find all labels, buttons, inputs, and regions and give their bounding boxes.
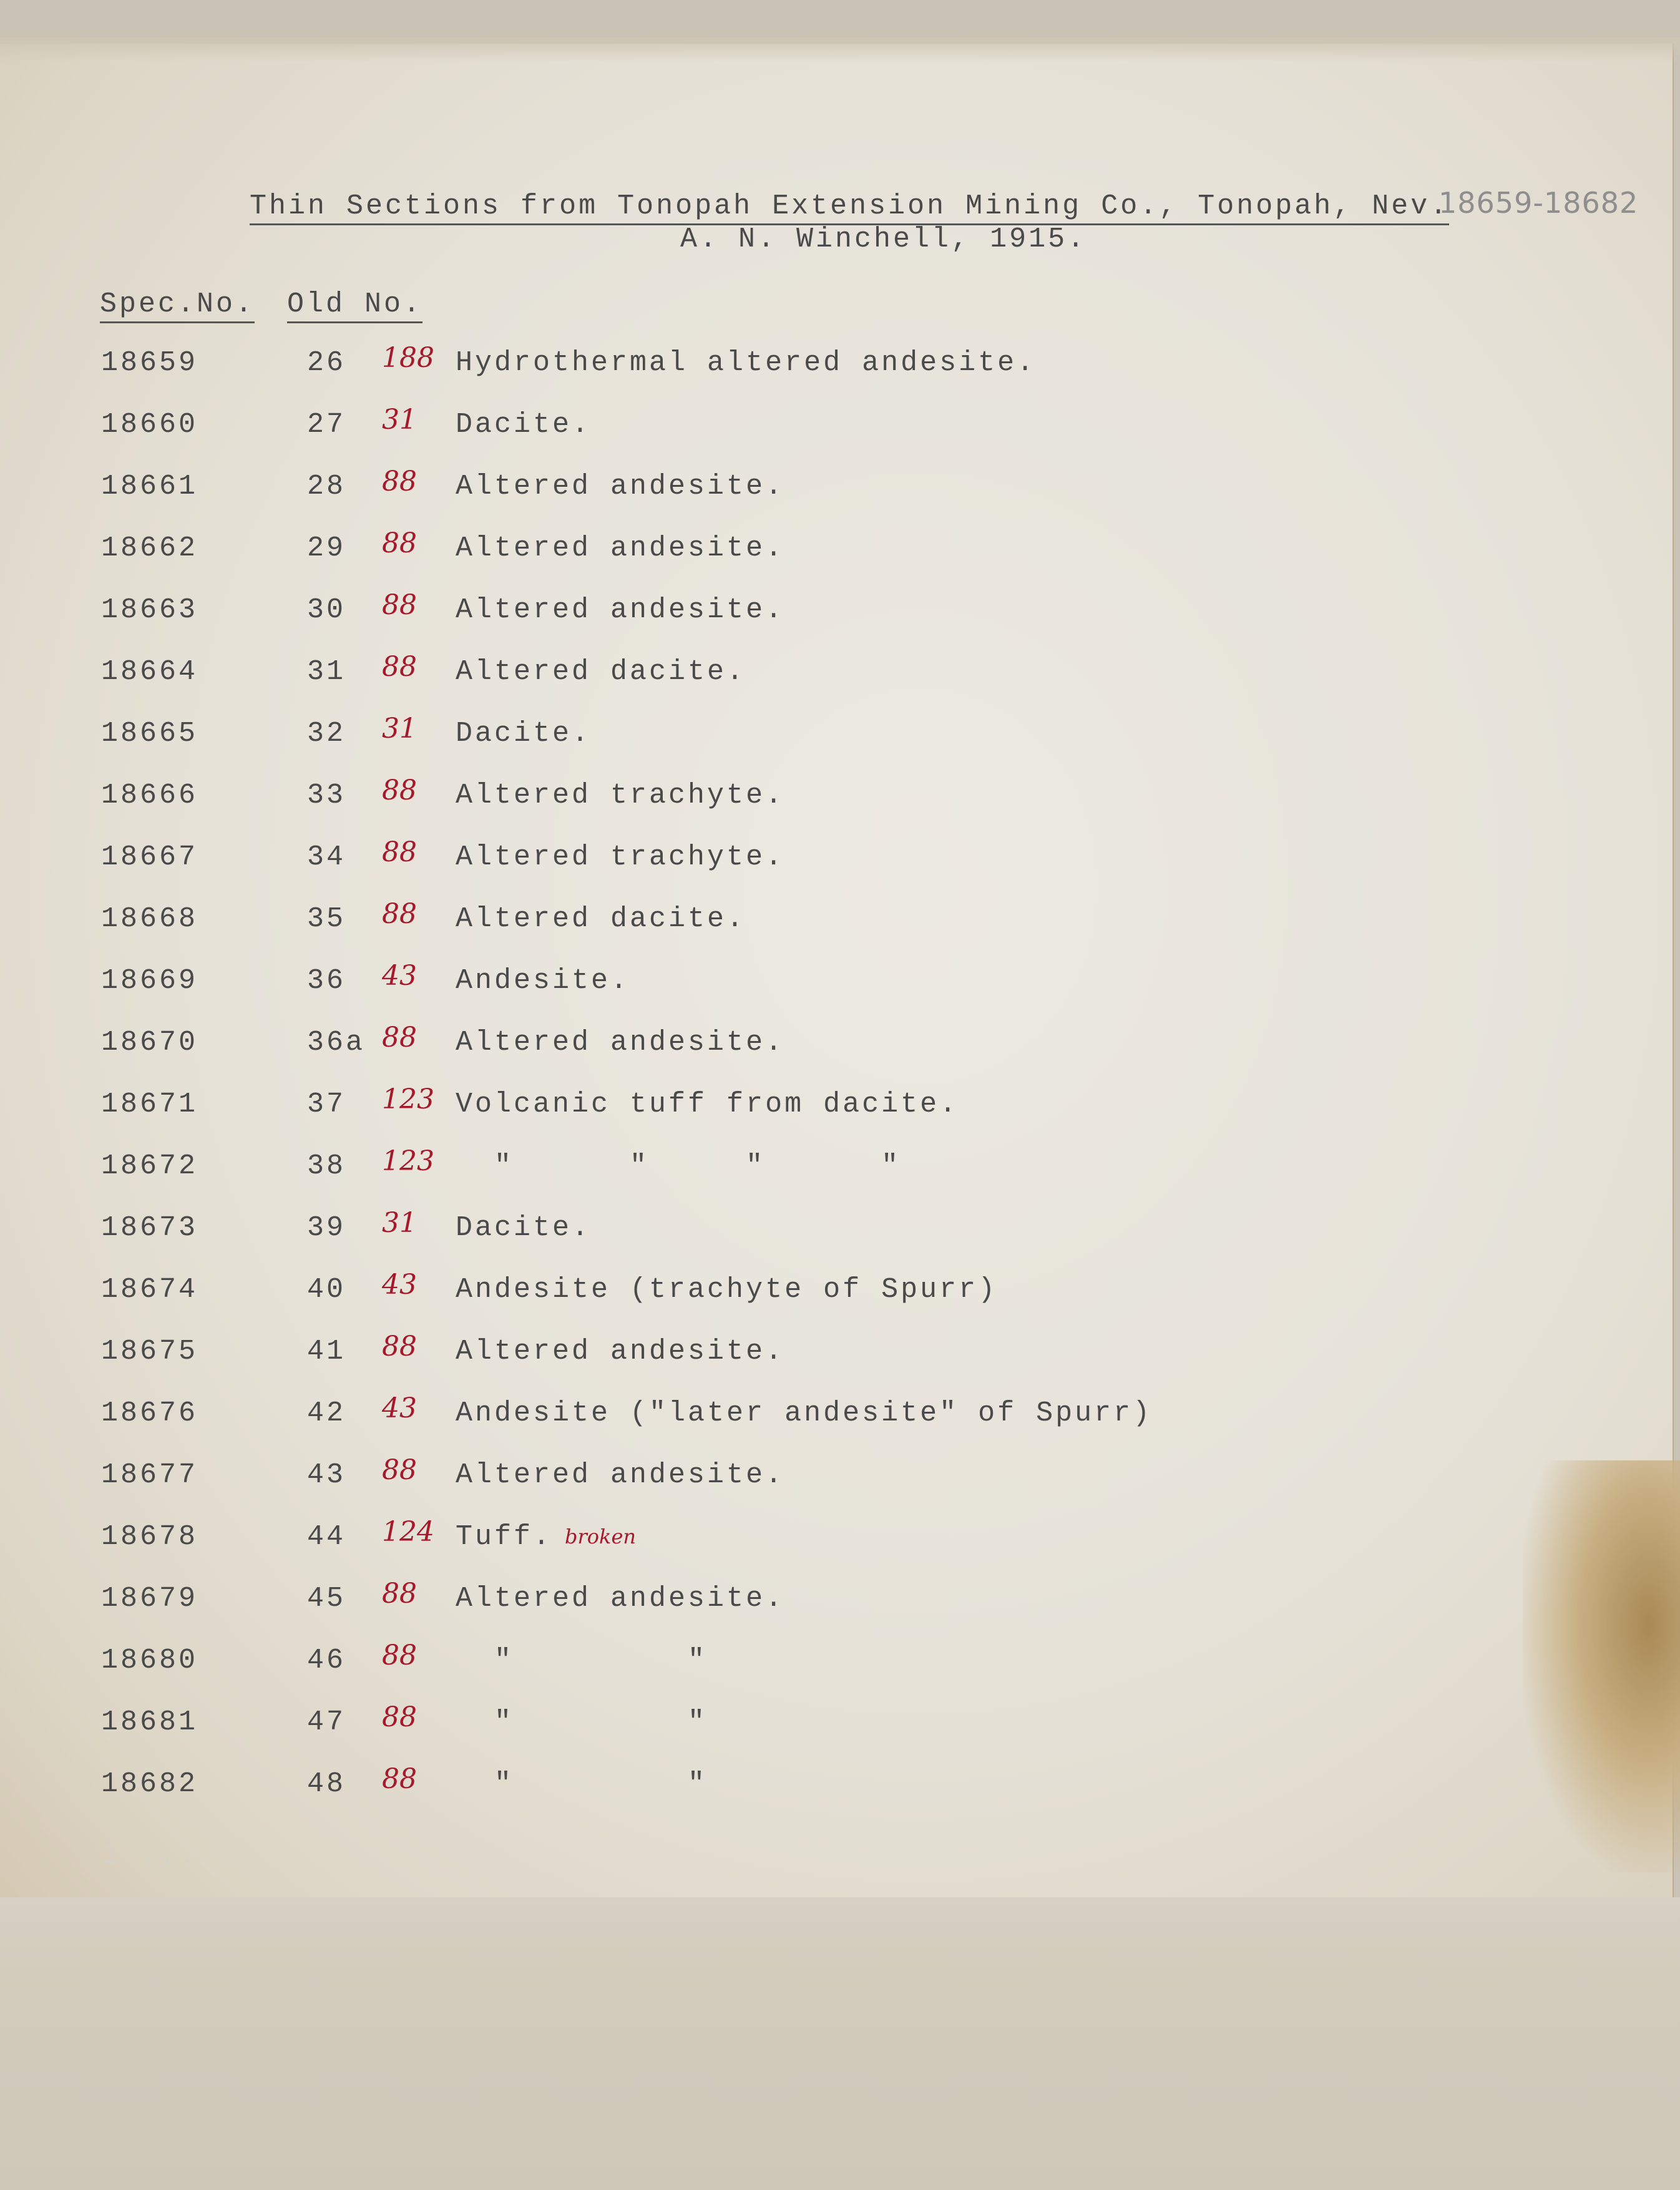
handwritten-number: 88 xyxy=(382,1578,417,1610)
old-number: 34 xyxy=(307,841,346,873)
old-number: 30 xyxy=(307,594,346,626)
handwritten-number: 123 xyxy=(382,1083,434,1115)
description: Altered trachyte. xyxy=(456,841,785,873)
description: " " xyxy=(456,1645,708,1676)
old-number: 38 xyxy=(307,1150,346,1182)
specimen-list xyxy=(0,342,1498,1830)
old-number: 43 xyxy=(307,1459,346,1491)
description: Altered andesite. xyxy=(456,1583,785,1615)
handwritten-number: 88 xyxy=(382,466,417,497)
handwritten-number: 31 xyxy=(382,404,417,436)
description: Altered andesite. xyxy=(456,1336,785,1367)
old-number: 35 xyxy=(307,903,346,935)
header-spec-no: Spec.No. xyxy=(100,288,255,323)
description: Hydrothermal altered andesite. xyxy=(456,347,1037,379)
spec-number: 18677 xyxy=(101,1459,198,1491)
specimen-row xyxy=(0,1516,1498,1583)
spec-number: 18678 xyxy=(101,1521,198,1553)
specimen-row xyxy=(0,1145,1498,1212)
spec-number: 18670 xyxy=(101,1027,198,1058)
description: Dacite. xyxy=(456,409,592,441)
handwritten-number: 31 xyxy=(382,713,417,745)
faint-mark: 1 ... xyxy=(101,1840,198,1872)
handwritten-number: 88 xyxy=(382,1331,417,1362)
old-number: 27 xyxy=(307,409,346,441)
specimen-row xyxy=(0,898,1498,965)
old-number: 45 xyxy=(307,1583,346,1615)
paper-bottom-edge xyxy=(0,1897,1680,2190)
specimen-row xyxy=(0,527,1498,594)
description: " " xyxy=(456,1706,708,1738)
spec-number: 18680 xyxy=(101,1645,198,1676)
spec-number: 18663 xyxy=(101,594,198,626)
description: Dacite. xyxy=(456,718,592,750)
specimen-row xyxy=(0,1022,1498,1088)
specimen-row xyxy=(0,589,1498,656)
specimen-row xyxy=(0,1578,1498,1645)
description: Altered dacite. xyxy=(456,903,746,935)
spec-number: 18668 xyxy=(101,903,198,935)
spec-number: 18679 xyxy=(101,1583,198,1615)
handwritten-annotation: broken xyxy=(565,1525,636,1548)
description: Altered andesite. xyxy=(456,1027,785,1058)
specimen-row xyxy=(0,1454,1498,1521)
range-note: 18659-18682 xyxy=(1438,186,1639,220)
handwritten-number: 88 xyxy=(382,527,417,559)
handwritten-number: 123 xyxy=(382,1145,434,1177)
spec-number: 18665 xyxy=(101,718,198,750)
handwritten-number: 124 xyxy=(382,1516,434,1548)
handwritten-number: 43 xyxy=(382,1392,417,1424)
header-old-no: Old No. xyxy=(287,288,422,323)
specimen-row xyxy=(0,713,1498,780)
document-subtitle: A. N. Winchell, 1915. xyxy=(680,223,1087,255)
old-number: 46 xyxy=(307,1645,346,1676)
specimen-row xyxy=(0,1763,1498,1830)
description: " " xyxy=(456,1768,708,1800)
description: Volcanic tuff from dacite. xyxy=(456,1088,959,1120)
handwritten-number: 88 xyxy=(382,1640,417,1671)
old-number: 39 xyxy=(307,1212,346,1244)
specimen-row xyxy=(0,836,1498,903)
specimen-row xyxy=(0,960,1498,1027)
old-number: 36 xyxy=(307,965,346,997)
old-number: 32 xyxy=(307,718,346,750)
old-number: 44 xyxy=(307,1521,346,1553)
handwritten-number: 88 xyxy=(382,836,417,868)
specimen-row xyxy=(0,1701,1498,1768)
specimen-row xyxy=(0,1207,1498,1274)
handwritten-number: 88 xyxy=(382,589,417,621)
specimen-row xyxy=(0,342,1498,409)
specimen-row xyxy=(0,1640,1498,1706)
specimen-row xyxy=(0,775,1498,841)
specimen-row xyxy=(0,466,1498,532)
handwritten-number: 31 xyxy=(382,1207,417,1239)
specimen-row xyxy=(0,1392,1498,1459)
paper-top-edge xyxy=(0,37,1680,62)
spec-number: 18659 xyxy=(101,347,198,379)
handwritten-number: 88 xyxy=(382,1763,417,1795)
specimen-row xyxy=(0,404,1498,471)
old-number: 37 xyxy=(307,1088,346,1120)
spec-number: 18675 xyxy=(101,1336,198,1367)
spec-number: 18662 xyxy=(101,532,198,564)
specimen-row xyxy=(0,1083,1498,1150)
spec-number: 18660 xyxy=(101,409,198,441)
old-number: 28 xyxy=(307,471,346,502)
old-number: 36a xyxy=(307,1027,366,1058)
description: Tuff. xyxy=(456,1521,553,1553)
old-number: 42 xyxy=(307,1397,346,1429)
spec-number: 18674 xyxy=(101,1274,198,1306)
handwritten-number: 43 xyxy=(382,960,417,992)
water-stain xyxy=(1523,1460,1680,1872)
handwritten-number: 88 xyxy=(382,775,417,806)
spec-number: 18682 xyxy=(101,1768,198,1800)
description: Andesite. xyxy=(456,965,630,997)
description: Altered trachyte. xyxy=(456,780,785,811)
handwritten-number: 43 xyxy=(382,1269,417,1301)
spec-number: 18661 xyxy=(101,471,198,502)
spec-number: 18666 xyxy=(101,780,198,811)
description: Dacite. xyxy=(456,1212,592,1244)
description: Altered andesite. xyxy=(456,1459,785,1491)
spec-number: 18672 xyxy=(101,1150,198,1182)
description: Altered dacite. xyxy=(456,656,746,688)
old-number: 40 xyxy=(307,1274,346,1306)
spec-number: 18671 xyxy=(101,1088,198,1120)
old-number: 48 xyxy=(307,1768,346,1800)
spec-number: 18669 xyxy=(101,965,198,997)
handwritten-number: 88 xyxy=(382,1022,417,1053)
handwritten-number: 88 xyxy=(382,1701,417,1733)
spec-number: 18673 xyxy=(101,1212,198,1244)
specimen-row xyxy=(0,1269,1498,1336)
old-number: 31 xyxy=(307,656,346,688)
description: Altered andesite. xyxy=(456,594,785,626)
description: " " " " xyxy=(456,1150,901,1182)
spec-number: 18667 xyxy=(101,841,198,873)
old-number: 26 xyxy=(307,347,346,379)
old-number: 41 xyxy=(307,1336,346,1367)
old-number: 33 xyxy=(307,780,346,811)
handwritten-number: 88 xyxy=(382,651,417,683)
description: Andesite (trachyte of Spurr) xyxy=(456,1274,998,1306)
spec-number: 18664 xyxy=(101,656,198,688)
old-number: 47 xyxy=(307,1706,346,1738)
description: Altered andesite. xyxy=(456,471,785,502)
handwritten-number: 188 xyxy=(382,342,434,374)
spec-number: 18676 xyxy=(101,1397,198,1429)
handwritten-number: 88 xyxy=(382,1454,417,1486)
spec-number: 18681 xyxy=(101,1706,198,1738)
document-title: Thin Sections from Tonopah Extension Mining Co., Tonopah, Nev. xyxy=(250,190,1449,225)
specimen-row xyxy=(0,651,1498,718)
old-number: 29 xyxy=(307,532,346,564)
specimen-row xyxy=(0,1331,1498,1397)
handwritten-number: 88 xyxy=(382,898,417,930)
description: Altered andesite. xyxy=(456,532,785,564)
description: Andesite ("later andesite" of Spurr) xyxy=(456,1397,1153,1429)
